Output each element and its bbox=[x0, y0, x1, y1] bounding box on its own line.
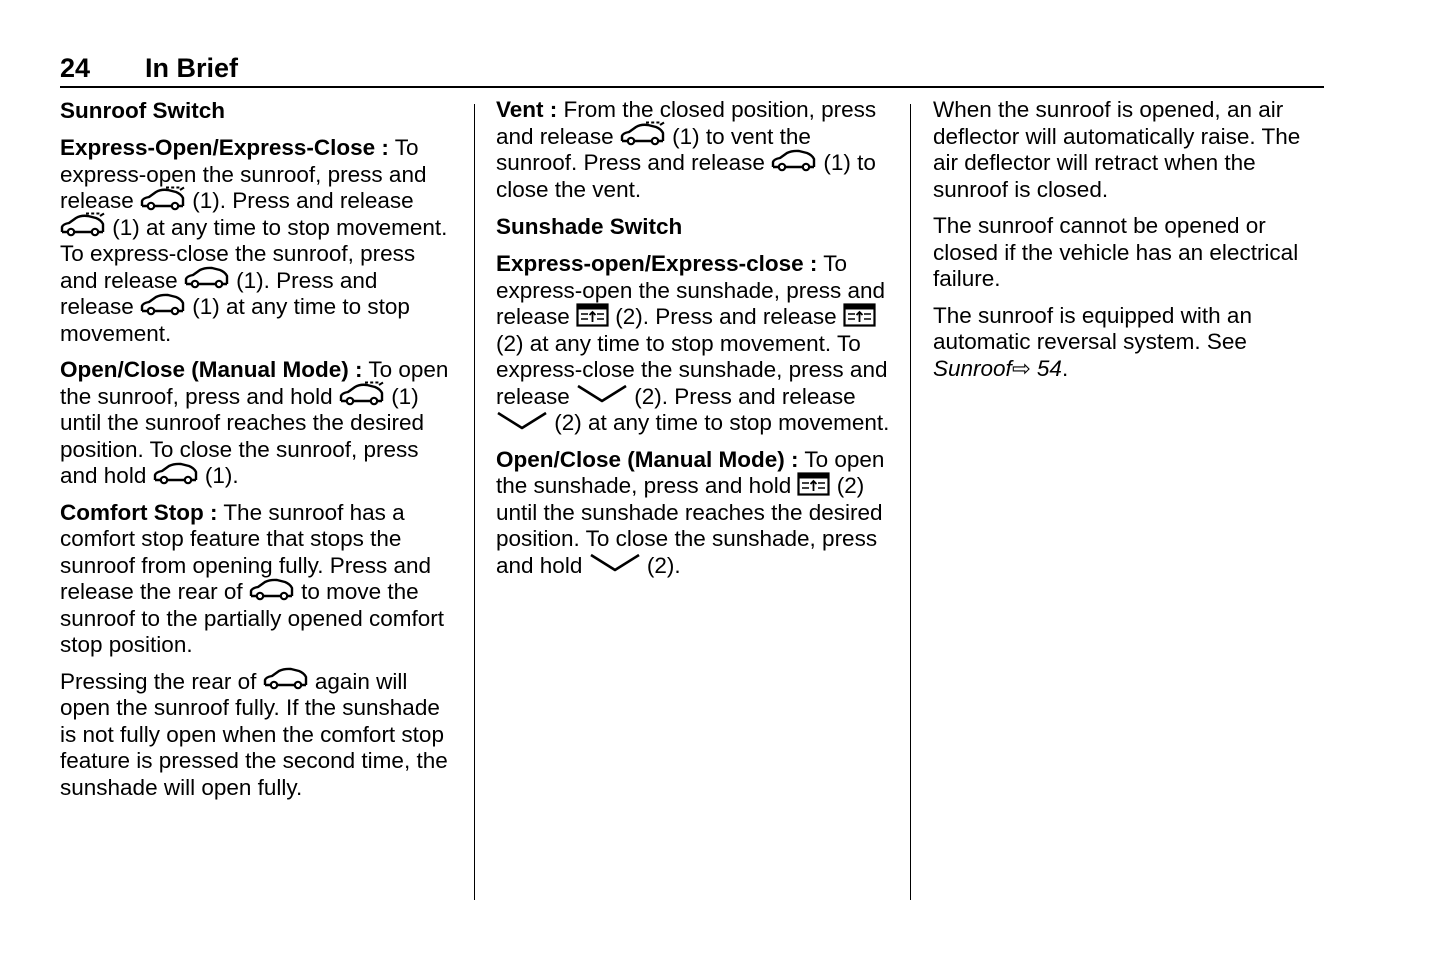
paragraph-electrical-failure: The sunroof cannot be opened or closed if the vehicle has an electrical failure. bbox=[933, 213, 1299, 291]
column-1 bbox=[60, 97, 455, 811]
column-divider bbox=[910, 104, 911, 900]
sunshade-close-icon bbox=[496, 411, 548, 431]
column-2 bbox=[496, 97, 891, 589]
paragraph-reversal-system: The sunroof is equipped with an automatic reversal system. See Sunroof⇨ 54. bbox=[933, 302, 1252, 381]
sunroof-open-icon bbox=[60, 212, 106, 238]
sunroof-close-icon bbox=[771, 149, 817, 173]
paragraph-manual-mode: Open/Close (Manual Mode) : To open the sunroof, press and hold (1) until the sunroof reaches the desired position. To close the sunroof, press and hold (1). bbox=[60, 357, 449, 488]
sunroof-close-icon bbox=[249, 578, 295, 602]
sunshade-open-icon bbox=[843, 303, 876, 327]
sunroof-close-icon bbox=[184, 266, 230, 290]
page-header bbox=[60, 52, 1324, 88]
sunroof-open-icon bbox=[140, 186, 186, 212]
section-heading-sunroof-switch: Sunroof Switch bbox=[60, 98, 225, 123]
page-number: 24 bbox=[60, 53, 91, 83]
sunshade-close-icon bbox=[576, 384, 628, 404]
sunshade-open-icon bbox=[797, 472, 830, 496]
section-heading-sunshade-switch: Sunshade Switch bbox=[496, 214, 683, 239]
paragraph-sunshade-express: Express-open/Express-close : To express-open the sunshade, press and release (2). Press and release (2) at any time to stop movement. To express-close the sunshade, press and release (2). Press and release (2) at any time to stop movement. bbox=[496, 251, 890, 435]
sunroof-close-icon bbox=[153, 462, 199, 486]
sunshade-open-icon bbox=[576, 303, 609, 327]
page-title: In Brief bbox=[145, 53, 239, 83]
sunroof-close-icon bbox=[140, 293, 186, 317]
sunroof-close-icon bbox=[263, 667, 309, 691]
sunroof-cross-reference-link[interactable]: Sunroof⇨ 54 bbox=[933, 355, 1062, 381]
paragraph-pressing-rear: Pressing the rear of again will open the sunroof fully. If the sunshade is not fully open when the comfort stop feature is pressed the second time, the sunshade will open fully. bbox=[60, 668, 448, 800]
column-divider bbox=[474, 104, 475, 900]
sunshade-close-icon bbox=[589, 553, 641, 573]
sunroof-open-icon bbox=[620, 121, 666, 147]
paragraph-vent: Vent : From the closed position, press and release (1) to vent the sunroof. Press and release (1) to close the vent. bbox=[496, 97, 877, 202]
column-3 bbox=[933, 97, 1328, 392]
paragraph-sunshade-manual: Open/Close (Manual Mode) : To open the sunshade, press and hold (2) until the sunshade reaches the desired position. To close the sunshade, press and hold (2). bbox=[496, 446, 885, 578]
paragraph-comfort-stop: Comfort Stop : The sunroof has a comfort stop feature that stops the sunroof from opening fully. Press and release the rear of to move the sunroof to the partially opened comfort stop position. bbox=[60, 499, 444, 657]
paragraph-air-deflector: When the sunroof is opened, an air deflector will automatically raise. The air deflector will retract when the sunroof is closed. bbox=[933, 97, 1301, 202]
arrow-right-icon: ⇨ bbox=[1011, 355, 1031, 381]
paragraph-express-open-close: Express-Open/Express-Close : To express-open the sunroof, press and release (1). Press and release (1) at any time to stop movement. To express-close the sunroof, press and release (1). Press and release (1) at any time to stop movement. bbox=[60, 135, 448, 346]
sunroof-open-icon bbox=[339, 381, 385, 407]
